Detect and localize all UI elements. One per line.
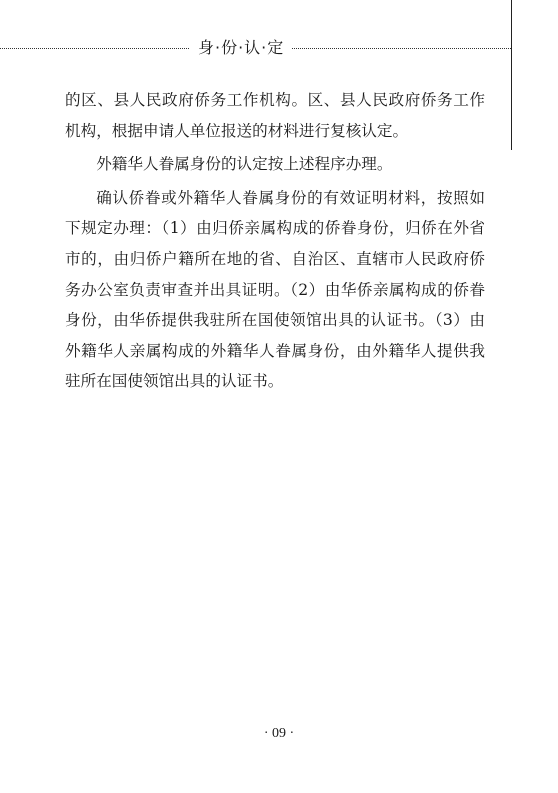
paragraph: 确认侨眷或外籍华人眷属身份的有效证明材料，按照如下规定办理：（1）由归侨亲属构成的侨眷身份，归侨在外省市的，由归侨户籍所在地的省、自治区、直辖市人民政府侨务办公室负责审查并出具证明。（2）由华侨亲属构成的侨眷身份，由华侨提供我驻所在国使领馆出具的认证书。（3）由外籍华人亲属构成的外籍华人眷属身份，由外籍华人提供我驻所在国使领馆出具的认证书。	[65, 188, 485, 391]
body-text	[65, 85, 485, 397]
page-number: · 09 ·	[263, 726, 295, 741]
running-title: 身·份·认·定	[190, 36, 292, 60]
paragraph: 外籍华人眷属身份的认定按上述程序办理。	[96, 155, 393, 174]
paragraph: 的区、县人民政府侨务工作机构。区、县人民政府侨务工作机构，根据申请人单位报送的材料进行复核认定。	[65, 91, 485, 140]
running-header	[0, 36, 511, 60]
margin-rule	[511, 0, 512, 150]
